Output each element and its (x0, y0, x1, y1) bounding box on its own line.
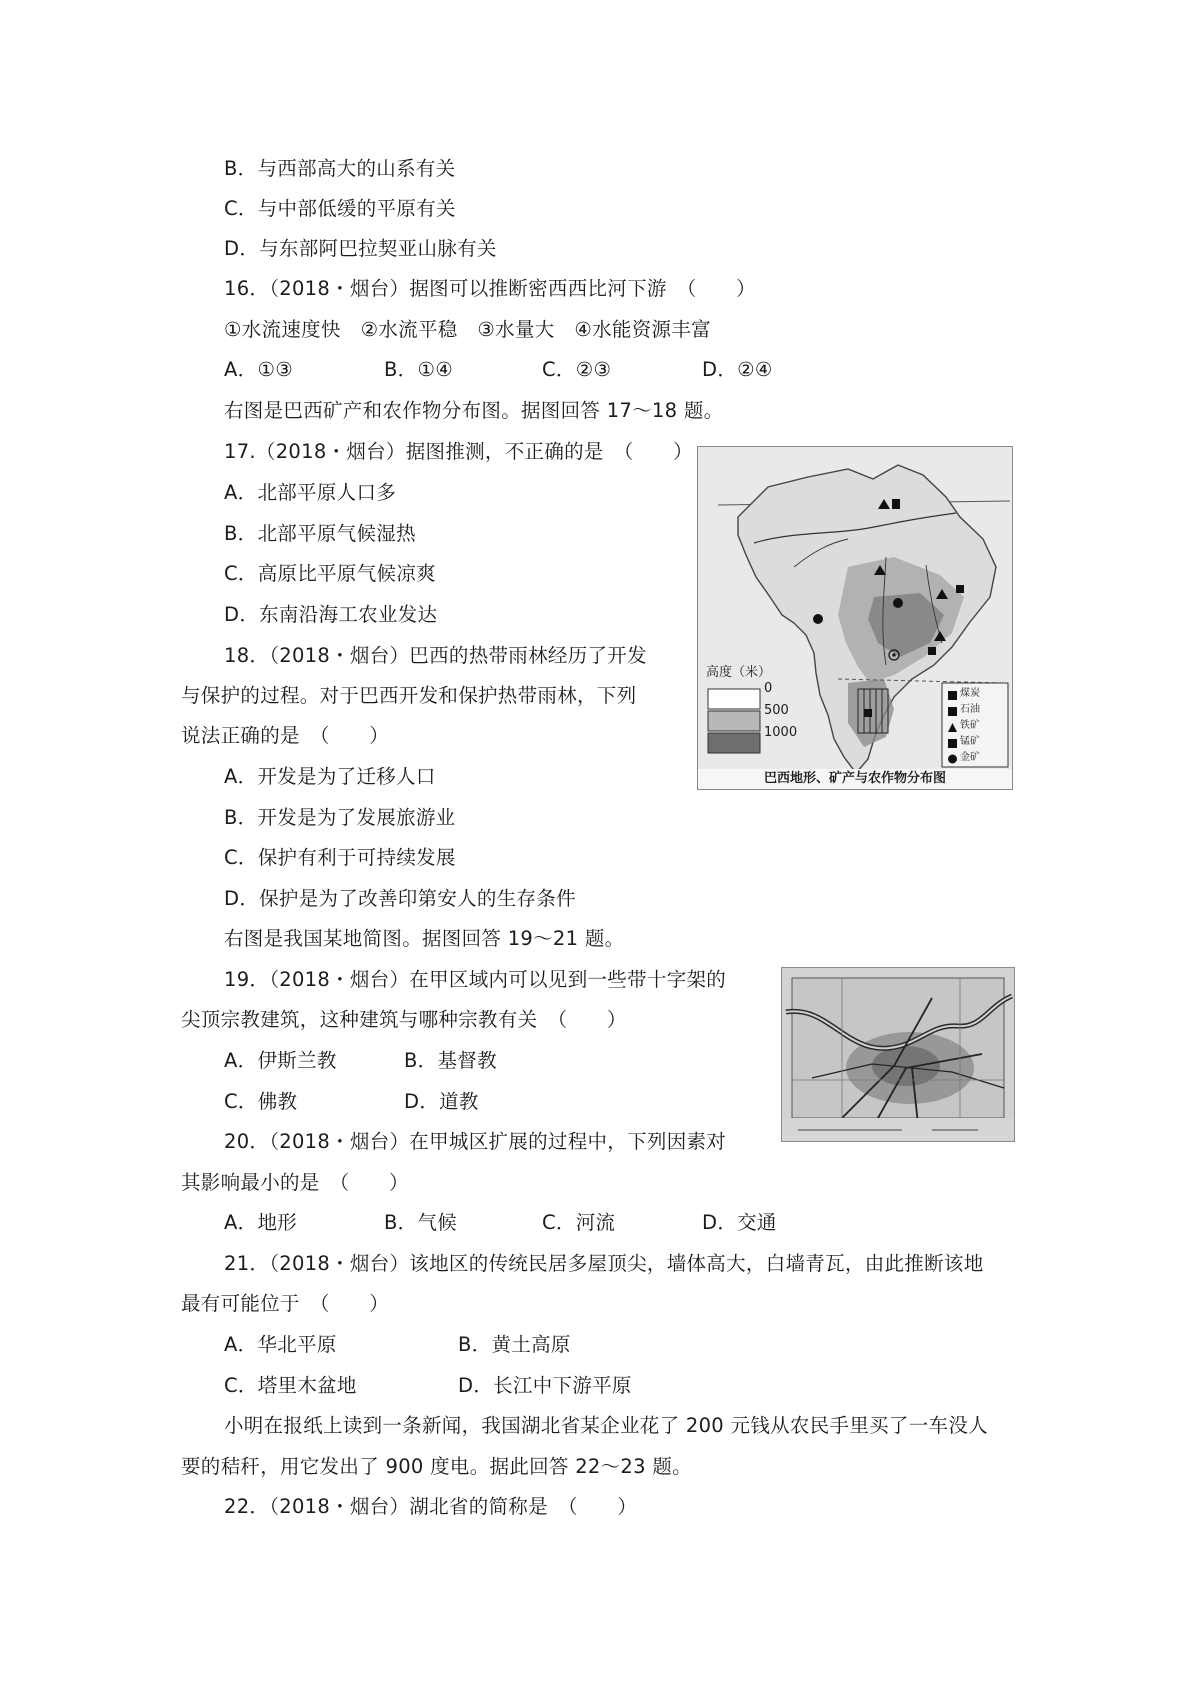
q20-option-c: C．河流 (542, 1211, 616, 1234)
q18-stem-line2: 与保护的过程。对于巴西开发和保护热带雨林，下列 (181, 684, 637, 707)
q17-option-a: A．北部平原人口多 (224, 481, 397, 504)
q16-option-c: C．②③ (542, 358, 612, 381)
q16-option-d: D．②④ (702, 358, 773, 381)
q16-stem: 16．（2018・烟台）据图可以推断密西西比河下游 （ ） (224, 277, 756, 300)
intro-22-23-line1: 小明在报纸上读到一条新闻，我国湖北省某企业花了 200 元钱从农民手里买了一车没人 (224, 1414, 988, 1437)
q15-option-c: C．与中部低缓的平原有关 (224, 197, 456, 220)
city-sketch-drawing (782, 968, 1014, 1141)
legend-coal: 煤炭 (960, 688, 980, 699)
q19-options-row2 (224, 1089, 544, 1115)
q21-option-a: A．华北平原 (224, 1333, 337, 1356)
q17-option-b: B．北部平原气候湿热 (224, 522, 416, 545)
q19-options-row1 (224, 1048, 544, 1074)
q18-option-b: B．开发是为了发展旅游业 (224, 806, 456, 829)
q19-option-d: D．道教 (404, 1090, 479, 1113)
q16-option-b: B．①④ (384, 358, 454, 381)
q18-option-a: A．开发是为了迁移人口 (224, 765, 436, 788)
q17-option-c: C．高原比平原气候凉爽 (224, 562, 436, 585)
q19-stem-line1: 19．（2018・烟台）在甲区域内可以见到一些带十字架的 (224, 968, 727, 991)
q18-stem-line3: 说法正确的是 （ ） (181, 724, 390, 747)
q20-option-d: D．交通 (702, 1211, 777, 1234)
q19-stem-line2: 尖顶宗教建筑，这种建筑与哪种宗教有关 （ ） (181, 1008, 627, 1031)
q19-option-c: C．佛教 (224, 1090, 298, 1113)
q20-stem-line2: 其影响最小的是 （ ） (181, 1171, 409, 1194)
brazil-map-caption: 巴西地形、矿产与农作物分布图 (763, 771, 946, 786)
q20-options (224, 1210, 784, 1236)
intro-22-23-line2: 要的秸秆，用它发出了 900 度电。据此回答 22～23 题。 (181, 1455, 692, 1478)
q21-option-d: D．长江中下游平原 (458, 1374, 632, 1397)
q18-option-d: D．保护是为了改善印第安人的生存条件 (224, 887, 576, 910)
q21-options-row2 (224, 1373, 644, 1399)
q21-options-row1 (224, 1332, 644, 1358)
q21-stem-line1: 21．（2018・烟台）该地区的传统民居多屋顶尖，墙体高大，白墙青瓦，由此推断该地 (224, 1252, 984, 1275)
q20-option-b: B．气候 (384, 1211, 458, 1234)
q21-option-b: B．黄土高原 (458, 1333, 571, 1356)
q17-stem: 17.（2018・烟台）据图推测，不正确的是 （ ） (224, 440, 693, 463)
q16-items: ①水流速度快 ②水流平稳 ③水量大 ④水能资源丰富 (224, 318, 711, 341)
intro-19-21: 右图是我国某地简图。据图回答 19～21 题。 (224, 927, 625, 950)
legend-manganese: 锰矿 (960, 736, 980, 747)
q20-option-a: A．地形 (224, 1211, 298, 1234)
q15-option-b: B．与西部高大的山系有关 (224, 157, 456, 180)
intro-17-18: 右图是巴西矿产和农作物分布图。据图回答 17～18 题。 (224, 399, 724, 422)
q19-option-b: B．基督教 (404, 1049, 497, 1072)
elevation-label-0: 0 (764, 681, 773, 696)
q17-option-d: D．东南沿海工农业发达 (224, 603, 438, 626)
q18-stem-line1: 18．（2018・烟台）巴西的热带雨林经历了开发 (224, 644, 647, 667)
legend-gold: 金矿 (960, 752, 980, 763)
brazil-map-figure (697, 446, 1013, 790)
q16-options (224, 357, 784, 383)
legend-iron: 铁矿 (960, 720, 980, 731)
city-sketch-map (781, 967, 1015, 1142)
elevation-label-500: 500 (764, 703, 789, 718)
q20-stem-line1: 20．（2018・烟台）在甲城区扩展的过程中，下列因素对 (224, 1130, 727, 1153)
q22-stem: 22．（2018・烟台）湖北省的简称是 （ ） (224, 1495, 638, 1518)
legend-oil: 石油 (960, 704, 980, 715)
q16-option-a: A．①③ (224, 358, 294, 381)
q19-option-a: A．伊斯兰教 (224, 1049, 337, 1072)
q21-stem-line2: 最有可能位于 （ ） (181, 1292, 390, 1315)
q15-option-d: D．与东部阿巴拉契亚山脉有关 (224, 237, 497, 260)
elevation-legend-title: 高度（米） (706, 665, 772, 680)
q18-option-c: C．保护有利于可持续发展 (224, 846, 456, 869)
q21-option-c: C．塔里木盆地 (224, 1374, 357, 1397)
elevation-label-1000: 1000 (764, 725, 798, 740)
